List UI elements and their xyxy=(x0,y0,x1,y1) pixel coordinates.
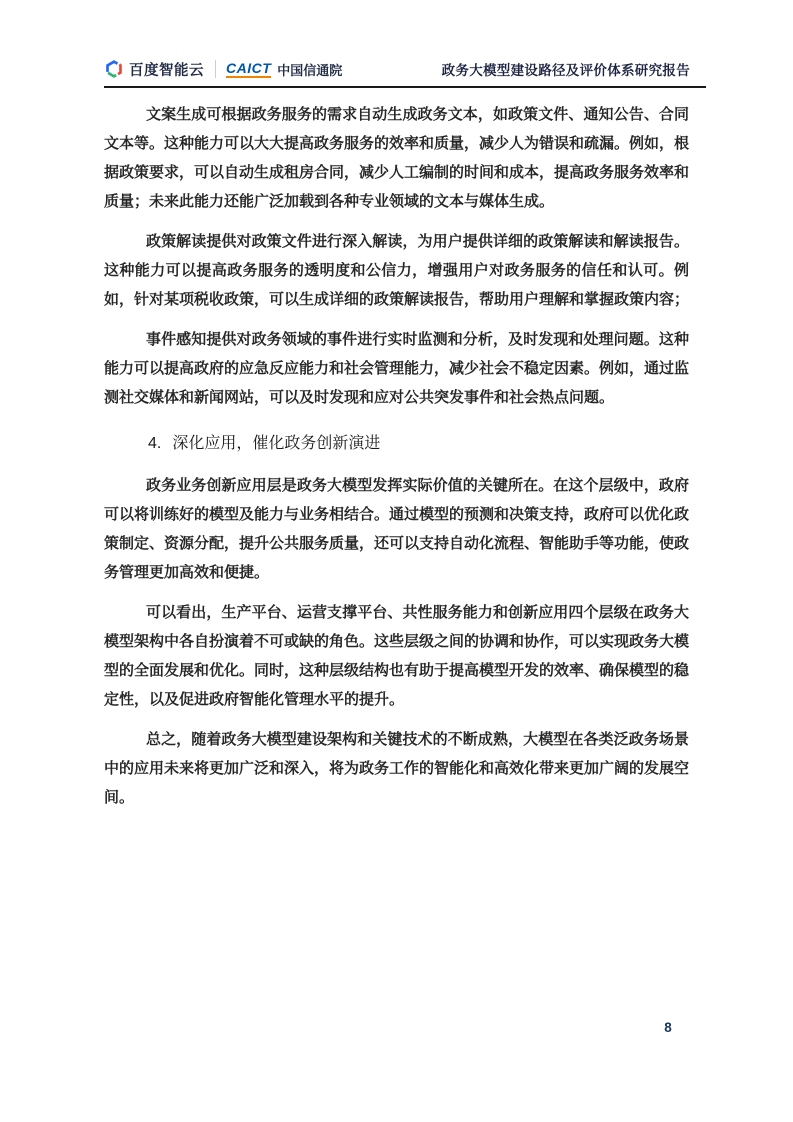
paragraph: 政策解读提供对政策文件进行深入解读，为用户提供详细的政策解读和解读报告。这种能力可以提高政务服务的透明度和公信力，增强用户对政务服务的信任和认可。例如，针对某项税收政策，可以生成详细的政策解读报告，帮助用户理解和掌握政策内容； xyxy=(104,233,690,308)
caict-name-text: 中国信通院 xyxy=(277,62,343,78)
baidu-cloud-icon xyxy=(104,59,124,79)
section-number: 4. xyxy=(148,435,162,452)
paragraph: 政务业务创新应用层是政务大模型发挥实际价值的关键所在。在这个层级中，政府可以将训练好的模型及能力与业务相结合。通过模型的预测和决策支持，政府可以优化政策制定、资源分配，提升公共服务质量，还可以支持自动化流程、智能助手等功能，使政务管理更加高效和便捷。 xyxy=(104,477,690,581)
report-title: 政务大模型建设路径及评价体系研究报告 xyxy=(441,63,690,78)
paragraph: 事件感知提供对政务领域的事件进行实时监测和分析，及时发现和处理问题。这种能力可以提高政府的应急反应能力和社会管理能力，减少社会不稳定因素。例如，通过监测社交媒体和新闻网站，可以及时发现和应对公共突发事件和社会热点问题。 xyxy=(104,331,690,406)
paragraph: 可以看出，生产平台、运营支撑平台、共性服务能力和创新应用四个层级在政务大模型架构中各自扮演着不可或缺的角色。这些层级之间的协调和协作，可以实现政务大模型的全面发展和优化。同时，这种层级结构也有助于提高模型开发的效率、确保模型的稳定性，以及促进政府智能化管理水平的提升。 xyxy=(104,604,690,708)
page-header xyxy=(104,54,706,88)
baidu-logo-text: 百度智能云 xyxy=(129,62,204,79)
page-number: 8 xyxy=(664,1020,672,1035)
logo-group xyxy=(104,59,342,80)
section-heading xyxy=(104,429,689,458)
paragraph: 文案生成可根据政务服务的需求自动生成政务文本，如政策文件、通知公告、合同文本等。这种能力可以大大提高政务服务的效率和质量，减少人为错误和疏漏。例如，根据政策要求，可以自动生成租房合同，减少人工编制的时间和成本，提高政务服务效率和质量；未来此能力还能广泛加载到各种专业领域的文本与媒体生成。 xyxy=(104,106,690,210)
section-title: 深化应用，催化政务创新演进 xyxy=(172,435,381,452)
baidu-cloud-logo xyxy=(104,59,204,80)
document-body xyxy=(104,100,689,823)
logo-divider xyxy=(215,60,216,78)
caict-acronym-text: CAICT xyxy=(226,59,272,76)
caict-logo xyxy=(226,60,342,79)
paragraph: 总之，随着政务大模型建设架构和关键技术的不断成熟，大模型在各类泛政务场景中的应用未来将更加广泛和深入，将为政务工作的智能化和高效化带来更加广阔的发展空间。 xyxy=(104,731,690,806)
